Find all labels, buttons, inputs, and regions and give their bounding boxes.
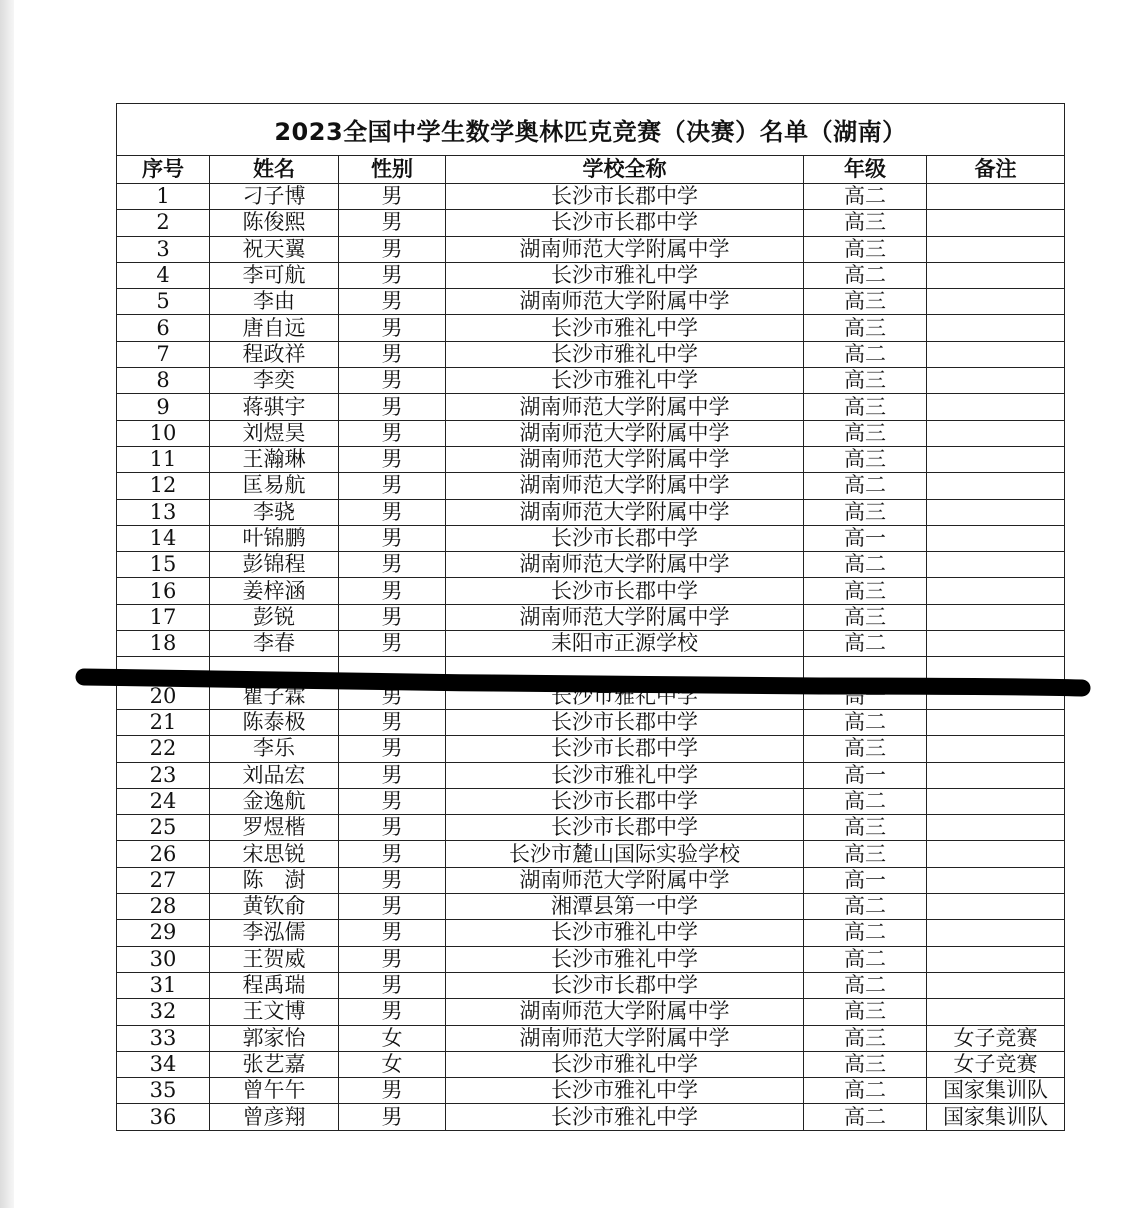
table-row [117, 709, 1065, 735]
student-gender: 男 [339, 289, 446, 315]
row-note [927, 315, 1065, 341]
student-grade: 高二 [804, 1104, 927, 1130]
student-name: 蒋骐宇 [210, 394, 339, 420]
student-name: 张艺嘉 [210, 1051, 339, 1077]
student-name: 曾彦翔 [210, 1104, 339, 1130]
table-row [117, 289, 1065, 315]
student-name: 刁子博 [210, 184, 339, 210]
row-number: 14 [117, 525, 210, 551]
row-number: 33 [117, 1025, 210, 1051]
school-name: 湖南师范大学附属中学 [446, 999, 804, 1025]
student-grade: 高二 [804, 184, 927, 210]
row-number: 17 [117, 604, 210, 630]
school-name: 长沙市长郡中学 [446, 815, 804, 841]
row-note [927, 184, 1065, 210]
row-number: 23 [117, 762, 210, 788]
table-row [117, 525, 1065, 551]
student-name: 曾午午 [210, 1078, 339, 1104]
row-note [927, 473, 1065, 499]
student-name: 陈泰极 [210, 709, 339, 735]
table-row [117, 341, 1065, 367]
table-row [117, 815, 1065, 841]
school-name: 湖南师范大学附属中学 [446, 289, 804, 315]
school-name: 长沙市雅礼中学 [446, 683, 804, 709]
student-name: 李骁 [210, 499, 339, 525]
row-number: 27 [117, 867, 210, 893]
table-row [117, 499, 1065, 525]
school-name: 湖南师范大学附属中学 [446, 420, 804, 446]
student-gender: 男 [339, 446, 446, 472]
table-row [117, 972, 1065, 998]
table-row [117, 788, 1065, 814]
student-name: 程禹瑞 [210, 972, 339, 998]
row-note [927, 841, 1065, 867]
row-number: 16 [117, 578, 210, 604]
student-grade: 高二 [804, 894, 927, 920]
student-grade: 高三 [804, 289, 927, 315]
school-name: 长沙市麓山国际实验学校 [446, 841, 804, 867]
student-name: 李由 [210, 289, 339, 315]
student-name: 叶锦鹏 [210, 525, 339, 551]
school-name [446, 657, 804, 683]
table-row [117, 920, 1065, 946]
table-row [117, 657, 1065, 683]
table-row [117, 394, 1065, 420]
row-note [927, 236, 1065, 262]
student-gender: 男 [339, 578, 446, 604]
row-note [927, 946, 1065, 972]
student-grade: 高二 [804, 920, 927, 946]
student-name: 匡易航 [210, 473, 339, 499]
school-name: 长沙市雅礼中学 [446, 920, 804, 946]
table-row [117, 1051, 1065, 1077]
student-grade: 高一 [804, 683, 927, 709]
row-note [927, 578, 1065, 604]
student-grade: 高一 [804, 525, 927, 551]
table-row [117, 604, 1065, 630]
table-row [117, 236, 1065, 262]
row-number: 30 [117, 946, 210, 972]
row-number: 7 [117, 341, 210, 367]
school-name: 长沙市雅礼中学 [446, 1051, 804, 1077]
table-row [117, 578, 1065, 604]
student-gender: 男 [339, 1078, 446, 1104]
student-name: 金逸航 [210, 788, 339, 814]
student-grade: 高三 [804, 368, 927, 394]
school-name: 长沙市雅礼中学 [446, 946, 804, 972]
student-name: 姜梓涵 [210, 578, 339, 604]
school-name: 湖南师范大学附属中学 [446, 1025, 804, 1051]
school-name: 长沙市雅礼中学 [446, 1078, 804, 1104]
student-grade: 高三 [804, 999, 927, 1025]
student-gender: 男 [339, 972, 446, 998]
school-name: 长沙市长郡中学 [446, 736, 804, 762]
row-number: 13 [117, 499, 210, 525]
student-name: 瞿子霖 [210, 683, 339, 709]
school-name: 长沙市长郡中学 [446, 788, 804, 814]
school-name: 长沙市雅礼中学 [446, 341, 804, 367]
row-note [927, 420, 1065, 446]
student-name: 王瀚琳 [210, 446, 339, 472]
row-number: 36 [117, 1104, 210, 1130]
student-name: 李奕 [210, 368, 339, 394]
student-gender: 男 [339, 262, 446, 288]
row-number: 1 [117, 184, 210, 210]
student-gender: 男 [339, 920, 446, 946]
student-grade: 高三 [804, 736, 927, 762]
row-number: 15 [117, 552, 210, 578]
school-name: 长沙市雅礼中学 [446, 368, 804, 394]
student-name: 程政祥 [210, 341, 339, 367]
row-note [927, 683, 1065, 709]
row-number: 12 [117, 473, 210, 499]
school-name: 长沙市雅礼中学 [446, 315, 804, 341]
student-grade: 高三 [804, 499, 927, 525]
row-note [927, 525, 1065, 551]
column-header-grade: 年级 [804, 156, 927, 184]
student-grade: 高三 [804, 236, 927, 262]
row-number: 9 [117, 394, 210, 420]
student-grade: 高三 [804, 1051, 927, 1077]
row-note: 国家集训队 [927, 1078, 1065, 1104]
row-note [927, 709, 1065, 735]
student-gender: 男 [339, 552, 446, 578]
student-name [210, 657, 339, 683]
school-name: 长沙市长郡中学 [446, 578, 804, 604]
student-grade: 高二 [804, 788, 927, 814]
student-grade: 高三 [804, 604, 927, 630]
student-name: 彭锐 [210, 604, 339, 630]
student-gender: 男 [339, 184, 446, 210]
student-name: 陈 澍 [210, 867, 339, 893]
row-number: 5 [117, 289, 210, 315]
row-note [927, 604, 1065, 630]
row-note: 女子竞赛 [927, 1025, 1065, 1051]
column-header-gender: 性别 [339, 156, 446, 184]
student-name: 宋思锐 [210, 841, 339, 867]
student-gender: 男 [339, 736, 446, 762]
row-number: 4 [117, 262, 210, 288]
row-number: 10 [117, 420, 210, 446]
row-note: 国家集训队 [927, 1104, 1065, 1130]
row-note [927, 289, 1065, 315]
student-gender: 男 [339, 210, 446, 236]
school-name: 长沙市长郡中学 [446, 525, 804, 551]
roster-document [116, 103, 1064, 1131]
student-grade: 高二 [804, 341, 927, 367]
table-row [117, 446, 1065, 472]
table-row [117, 631, 1065, 657]
table-row [117, 473, 1065, 499]
row-note [927, 972, 1065, 998]
student-grade: 高三 [804, 210, 927, 236]
student-gender: 男 [339, 236, 446, 262]
row-number: 24 [117, 788, 210, 814]
student-gender: 男 [339, 999, 446, 1025]
row-note [927, 341, 1065, 367]
table-row [117, 184, 1065, 210]
student-grade: 高二 [804, 262, 927, 288]
row-note [927, 446, 1065, 472]
school-name: 湖南师范大学附属中学 [446, 604, 804, 630]
school-name: 湖南师范大学附属中学 [446, 473, 804, 499]
student-gender: 男 [339, 841, 446, 867]
row-number: 8 [117, 368, 210, 394]
school-name: 长沙市雅礼中学 [446, 762, 804, 788]
table-row [117, 762, 1065, 788]
table-row [117, 420, 1065, 446]
student-grade: 高一 [804, 762, 927, 788]
student-grade: 高一 [804, 867, 927, 893]
student-name: 黄钦俞 [210, 894, 339, 920]
row-number: 20 [117, 683, 210, 709]
row-note [927, 657, 1065, 683]
row-note [927, 920, 1065, 946]
school-name: 长沙市雅礼中学 [446, 1104, 804, 1130]
student-gender: 男 [339, 604, 446, 630]
row-note [927, 631, 1065, 657]
student-name: 李可航 [210, 262, 339, 288]
student-name: 王贺威 [210, 946, 339, 972]
row-number: 28 [117, 894, 210, 920]
row-number: 26 [117, 841, 210, 867]
school-name: 湖南师范大学附属中学 [446, 236, 804, 262]
student-gender: 男 [339, 762, 446, 788]
table-row [117, 1078, 1065, 1104]
student-gender: 男 [339, 946, 446, 972]
row-number: 2 [117, 210, 210, 236]
student-grade: 高二 [804, 631, 927, 657]
table-row [117, 552, 1065, 578]
table-row [117, 210, 1065, 236]
school-name: 长沙市长郡中学 [446, 972, 804, 998]
student-gender: 男 [339, 894, 446, 920]
student-gender: 男 [339, 867, 446, 893]
student-name: 彭锦程 [210, 552, 339, 578]
school-name: 长沙市长郡中学 [446, 210, 804, 236]
row-note [927, 894, 1065, 920]
row-number: 11 [117, 446, 210, 472]
row-note [927, 394, 1065, 420]
student-grade: 高三 [804, 841, 927, 867]
student-grade: 高二 [804, 972, 927, 998]
student-name: 王文博 [210, 999, 339, 1025]
row-number: 31 [117, 972, 210, 998]
student-gender: 男 [339, 1104, 446, 1130]
table-row [117, 1104, 1065, 1130]
table-row [117, 368, 1065, 394]
table-row [117, 867, 1065, 893]
student-gender: 男 [339, 631, 446, 657]
school-name: 湘潭县第一中学 [446, 894, 804, 920]
student-gender: 男 [339, 683, 446, 709]
student-gender: 男 [339, 420, 446, 446]
student-grade: 高二 [804, 552, 927, 578]
student-grade: 高二 [804, 709, 927, 735]
student-name: 刘煜昊 [210, 420, 339, 446]
table-row [117, 1025, 1065, 1051]
school-name: 长沙市长郡中学 [446, 709, 804, 735]
row-number: 3 [117, 236, 210, 262]
student-gender: 男 [339, 394, 446, 420]
row-number: 32 [117, 999, 210, 1025]
student-grade: 高三 [804, 578, 927, 604]
student-gender: 男 [339, 499, 446, 525]
row-note [927, 210, 1065, 236]
student-name: 陈俊熙 [210, 210, 339, 236]
row-number [117, 657, 210, 683]
student-name: 刘品宏 [210, 762, 339, 788]
student-name: 罗煜楷 [210, 815, 339, 841]
student-gender: 男 [339, 473, 446, 499]
student-name: 唐自远 [210, 315, 339, 341]
student-gender: 男 [339, 525, 446, 551]
row-note [927, 552, 1065, 578]
row-note [927, 736, 1065, 762]
row-number: 35 [117, 1078, 210, 1104]
school-name: 湖南师范大学附属中学 [446, 446, 804, 472]
row-note [927, 499, 1065, 525]
header-row [117, 156, 1065, 184]
roster-body [117, 184, 1065, 1131]
row-note [927, 999, 1065, 1025]
student-grade: 高二 [804, 473, 927, 499]
row-note [927, 788, 1065, 814]
school-name: 长沙市长郡中学 [446, 184, 804, 210]
student-grade [804, 657, 927, 683]
row-number: 18 [117, 631, 210, 657]
school-name: 湖南师范大学附属中学 [446, 394, 804, 420]
row-note [927, 815, 1065, 841]
student-gender [339, 657, 446, 683]
roster-table [116, 103, 1065, 1131]
row-number: 22 [117, 736, 210, 762]
table-row [117, 999, 1065, 1025]
row-note [927, 867, 1065, 893]
student-name: 郭家怡 [210, 1025, 339, 1051]
student-gender: 男 [339, 709, 446, 735]
table-row [117, 894, 1065, 920]
student-gender: 男 [339, 788, 446, 814]
table-row [117, 262, 1065, 288]
table-row [117, 315, 1065, 341]
table-row [117, 946, 1065, 972]
row-number: 25 [117, 815, 210, 841]
student-grade: 高三 [804, 1025, 927, 1051]
student-gender: 女 [339, 1025, 446, 1051]
student-gender: 女 [339, 1051, 446, 1077]
student-name: 李乐 [210, 736, 339, 762]
student-grade: 高二 [804, 946, 927, 972]
row-number: 29 [117, 920, 210, 946]
row-note [927, 762, 1065, 788]
school-name: 湖南师范大学附属中学 [446, 552, 804, 578]
column-header-name: 姓名 [210, 156, 339, 184]
student-grade: 高三 [804, 315, 927, 341]
row-note: 女子竞赛 [927, 1051, 1065, 1077]
row-note [927, 368, 1065, 394]
school-name: 耒阳市正源学校 [446, 631, 804, 657]
column-header-number: 序号 [117, 156, 210, 184]
row-number: 21 [117, 709, 210, 735]
school-name: 湖南师范大学附属中学 [446, 499, 804, 525]
row-number: 34 [117, 1051, 210, 1077]
school-name: 湖南师范大学附属中学 [446, 867, 804, 893]
student-name: 李泓儒 [210, 920, 339, 946]
document-title: 2023全国中学生数学奥林匹克竞赛（决赛）名单（湖南） [117, 104, 1065, 156]
table-row [117, 683, 1065, 709]
student-gender: 男 [339, 315, 446, 341]
student-grade: 高三 [804, 420, 927, 446]
student-grade: 高三 [804, 815, 927, 841]
page-edge-shadow [0, 0, 14, 1208]
table-row [117, 736, 1065, 762]
student-name: 李春 [210, 631, 339, 657]
student-grade: 高三 [804, 394, 927, 420]
column-header-school: 学校全称 [446, 156, 804, 184]
student-gender: 男 [339, 341, 446, 367]
student-gender: 男 [339, 815, 446, 841]
row-note [927, 262, 1065, 288]
student-gender: 男 [339, 368, 446, 394]
student-grade: 高二 [804, 1078, 927, 1104]
table-row [117, 841, 1065, 867]
row-number: 6 [117, 315, 210, 341]
school-name: 长沙市雅礼中学 [446, 262, 804, 288]
student-name: 祝天翼 [210, 236, 339, 262]
student-grade: 高三 [804, 446, 927, 472]
column-header-note: 备注 [927, 156, 1065, 184]
